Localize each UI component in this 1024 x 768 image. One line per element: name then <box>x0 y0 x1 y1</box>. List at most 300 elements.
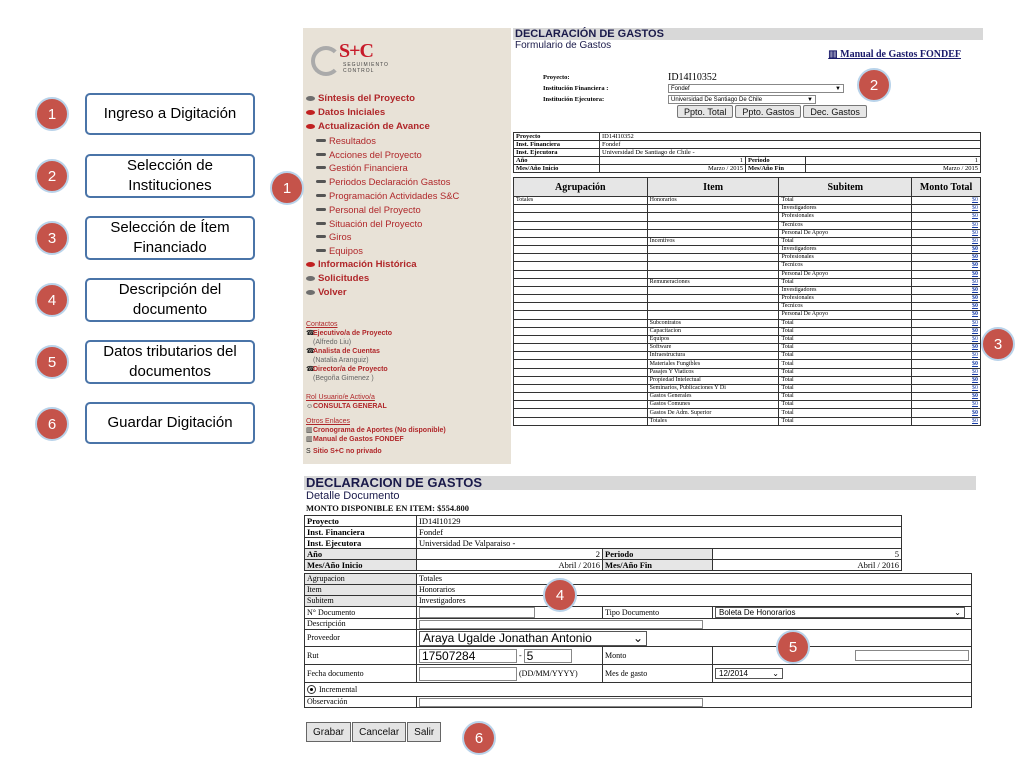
cell: ID14I10352 <box>600 133 981 141</box>
incremental-cell <box>305 683 972 697</box>
table-row <box>514 237 981 245</box>
sidebar-item[interactable] <box>306 216 511 230</box>
cell: Investigadores <box>779 205 912 213</box>
table-row <box>514 229 981 237</box>
detalle-documento-screenshot <box>304 476 976 746</box>
obs-label: Observación <box>305 697 417 708</box>
cell <box>647 262 779 270</box>
monto-link[interactable]: $0 <box>912 286 981 294</box>
cell <box>514 352 648 360</box>
manual-link[interactable]: ▥ Manual de Gastos FONDEF <box>828 49 961 60</box>
cell: Infraestructura <box>647 352 779 360</box>
monto-label: Monto <box>603 647 713 665</box>
monto-input[interactable] <box>855 650 969 661</box>
cell: Incentivos <box>647 237 779 245</box>
tipo-label: Tipo Documento <box>603 607 713 619</box>
sidebar-item-label: Giros <box>329 231 352 243</box>
exec-label[interactable]: Ejecutivo/a de Proyecto <box>313 330 392 337</box>
cell <box>647 311 779 319</box>
desc-cell <box>417 619 972 630</box>
cell: Total <box>779 401 912 409</box>
table-row <box>514 278 981 286</box>
ndoc-input[interactable] <box>419 607 535 618</box>
monto-link[interactable]: $0 <box>912 303 981 311</box>
cell <box>647 221 779 229</box>
cell: Subcontratos <box>647 319 779 327</box>
cell: Profesionales <box>779 254 912 262</box>
monto-link[interactable]: $0 <box>912 327 981 335</box>
sidebar-item[interactable] <box>306 189 511 203</box>
link-cronograma[interactable]: Cronograma de Aportes (No disponible) <box>313 427 446 434</box>
observacion-input[interactable] <box>419 698 703 707</box>
prov-cell <box>417 630 972 647</box>
sidebar-item[interactable] <box>306 92 511 106</box>
sidebar-item[interactable] <box>306 230 511 244</box>
col-item: Item <box>647 178 779 197</box>
monto-link[interactable]: $0 <box>912 417 981 425</box>
cell: Total <box>779 393 912 401</box>
sidebar-item[interactable] <box>306 271 511 285</box>
book-icon: ▥ <box>306 427 313 434</box>
marker-5: 5 <box>776 630 810 664</box>
cell <box>514 295 648 303</box>
sidebar <box>303 28 511 464</box>
project-info-table <box>513 132 981 173</box>
monto-link[interactable]: $0 <box>912 237 981 245</box>
ppto-total-button[interactable]: Ppto. Total <box>677 105 733 118</box>
subitem-label: Subitem <box>305 596 417 607</box>
cell: Total <box>779 360 912 368</box>
bullet-icon <box>316 180 326 183</box>
sidebar-item-label: Acciones del Proyecto <box>329 148 422 160</box>
monto-link[interactable]: $0 <box>912 229 981 237</box>
desc-input[interactable] <box>419 620 703 629</box>
dec-gastos-button[interactable]: Dec. Gastos <box>803 105 867 118</box>
monto-link[interactable]: $0 <box>912 360 981 368</box>
cell: Inst. Financiera <box>514 141 600 149</box>
sidebar-item[interactable] <box>306 106 511 120</box>
cell: Universidad De Santiago de Chile - <box>600 149 981 157</box>
sidebar-item-label: Programación Actividades S&C <box>329 189 460 201</box>
cell <box>514 327 648 335</box>
chevron-down-icon: ▼ <box>807 96 813 103</box>
sidebar-item-label: Equipos <box>329 245 363 257</box>
director-name: (Begoña Gimenez ) <box>313 375 374 382</box>
table-row <box>514 246 981 254</box>
table-row <box>514 295 981 303</box>
grabar-button[interactable]: Grabar <box>306 722 351 742</box>
table-row <box>514 384 981 392</box>
step-5-label: Datos tributarios del documentos <box>85 340 255 384</box>
book-icon: ▥ <box>306 436 313 443</box>
sidebar-item[interactable] <box>306 202 511 216</box>
monto-link[interactable]: $0 <box>912 311 981 319</box>
cell <box>514 237 648 245</box>
budget-buttons <box>677 105 867 118</box>
sidebar-item-label: Datos Iniciales <box>318 107 386 119</box>
cell: Gastos Comunes <box>647 401 779 409</box>
analyst-name: (Natalia Aranguiz) <box>313 357 369 364</box>
incremental-label: Incremental <box>319 684 358 694</box>
cell: 1 <box>600 157 746 165</box>
table-row <box>514 262 981 270</box>
step-3-number: 3 <box>35 221 69 255</box>
cell <box>514 205 648 213</box>
table-row <box>514 254 981 262</box>
cell: Total <box>779 368 912 376</box>
cell: Total <box>779 344 912 352</box>
top-main <box>513 28 983 464</box>
bullet-icon <box>316 153 326 156</box>
fecha-label: Fecha documento <box>305 665 417 683</box>
cell: Totales <box>647 417 779 425</box>
tipo-cell <box>713 607 972 619</box>
cell: Mes/Año Inicio <box>305 560 417 571</box>
cell: Marzo / 2015 <box>600 165 746 173</box>
bullet-icon <box>306 290 315 295</box>
bullet-icon <box>306 96 315 101</box>
bullet-icon <box>316 194 326 197</box>
sidebar-item[interactable] <box>306 161 511 175</box>
cell: Capacitacion <box>647 327 779 335</box>
bullet-icon <box>306 262 315 267</box>
cell: Fondef <box>417 527 902 538</box>
detail-title: DECLARACION DE GASTOS <box>304 476 976 490</box>
monto-link[interactable]: $0 <box>912 409 981 417</box>
cell: Materiales Fungibles <box>647 360 779 368</box>
table-row <box>514 393 981 401</box>
cell <box>647 270 779 278</box>
cell: Profesionales <box>779 213 912 221</box>
step-6-label: Guardar Digitación <box>85 402 255 444</box>
cell: Profesionales <box>779 295 912 303</box>
sidebar-item[interactable] <box>306 244 511 258</box>
monto-link[interactable]: $0 <box>912 319 981 327</box>
action-buttons <box>306 722 441 742</box>
sidebar-item-label: Solicitudes <box>318 272 370 284</box>
cell: 1 <box>806 157 981 165</box>
proyecto-value: ID14I10352 <box>668 72 717 83</box>
sidebar-nav <box>306 92 511 299</box>
cell: Pasajes Y Viaticos <box>647 368 779 376</box>
cell <box>514 286 648 294</box>
cell <box>514 270 648 278</box>
logo-subtext: SEGUIMIENTO CONTROL <box>343 62 389 74</box>
sidebar-item[interactable] <box>306 133 511 147</box>
cell: ID14I10129 <box>417 516 902 527</box>
table-row <box>514 360 981 368</box>
cell: Tecnicos <box>779 303 912 311</box>
cell: Proyecto <box>514 133 600 141</box>
monto-cell <box>713 647 972 665</box>
rut-dv-input[interactable]: 5 <box>524 649 572 663</box>
col-monto-total: Monto Total <box>912 178 981 197</box>
sidebar-item-label: Síntesis del Proyecto <box>318 93 416 105</box>
cell <box>514 221 648 229</box>
sidebar-item-label: Información Histórica <box>318 258 417 270</box>
salir-button[interactable]: Salir <box>407 722 441 742</box>
cell: Personal De Apoyo <box>779 270 912 278</box>
detail-info-table <box>304 515 902 571</box>
sidebar-item[interactable] <box>306 285 511 299</box>
other-links-title[interactable]: Otros Enlaces <box>306 418 350 425</box>
step-2-number: 2 <box>35 159 69 193</box>
tipo-select[interactable]: Boleta De Honorarios ⌄ <box>715 607 965 618</box>
proveedor-select[interactable]: Araya Ugalde Jonathan Antonio ⌄ <box>419 631 647 646</box>
bullet-icon <box>306 276 315 281</box>
monto-link[interactable]: $0 <box>912 270 981 278</box>
exec-name: (Alfredo Liu) <box>313 339 352 346</box>
cell: Total <box>779 352 912 360</box>
monto-link[interactable]: $0 <box>912 393 981 401</box>
col-subitem: Subitem <box>779 178 912 197</box>
monto-link[interactable]: $0 <box>912 344 981 352</box>
phone-icon: ☎ <box>306 330 315 337</box>
step-5-number: 5 <box>35 345 69 379</box>
link-manual[interactable]: Manual de Gastos FONDEF <box>313 436 404 443</box>
cell: Total <box>779 417 912 425</box>
cell <box>647 229 779 237</box>
incremental-radio[interactable] <box>307 685 316 694</box>
monto-link[interactable]: $0 <box>912 246 981 254</box>
cell: Seminarios, Publicaciones Y Di <box>647 384 779 392</box>
director-label[interactable]: Director/a de Proyecto <box>313 366 388 373</box>
phone-icon: ☎ <box>306 366 315 373</box>
fecha-cell <box>417 665 603 683</box>
monto-link[interactable]: $0 <box>912 295 981 303</box>
agrupacion-value: Totales <box>417 574 972 585</box>
role-value: CONSULTA GENERAL <box>313 403 387 410</box>
table-row <box>514 213 981 221</box>
cell <box>647 295 779 303</box>
cell: Investigadores <box>779 246 912 254</box>
monto-link[interactable]: $0 <box>912 213 981 221</box>
monto-link[interactable]: $0 <box>912 376 981 384</box>
table-row <box>514 286 981 294</box>
monto-link[interactable]: $0 <box>912 205 981 213</box>
cell <box>514 368 648 376</box>
cell <box>514 409 648 417</box>
sidebar-item-label: Resultados <box>329 134 376 146</box>
marker-3: 3 <box>981 327 1015 361</box>
table-row <box>514 270 981 278</box>
mes-gasto-select[interactable]: 12/2014 ⌄ <box>715 668 783 679</box>
cell: Fondef <box>600 141 981 149</box>
cell: Software <box>647 344 779 352</box>
cell <box>514 262 648 270</box>
monto-link[interactable]: $0 <box>912 278 981 286</box>
cell <box>514 246 648 254</box>
cell <box>514 303 648 311</box>
cell: Gastos Generales <box>647 393 779 401</box>
cell: Equipos <box>647 335 779 343</box>
monto-link[interactable]: $0 <box>912 262 981 270</box>
table-row <box>514 327 981 335</box>
bullet-icon <box>306 110 315 115</box>
ejec-select[interactable]: Universidad De Santiago De Chile ▼ <box>668 95 816 104</box>
table-row <box>514 221 981 229</box>
sidebar-item-label: Situación del Proyecto <box>329 217 423 229</box>
sidebar-item[interactable] <box>306 120 511 134</box>
cell <box>647 205 779 213</box>
contacts-title[interactable]: Contactos <box>306 321 338 328</box>
table-row <box>514 368 981 376</box>
table-row <box>514 376 981 384</box>
cell <box>514 278 648 286</box>
page-title: DECLARACIÓN DE GASTOS <box>513 28 983 40</box>
cell <box>514 376 648 384</box>
cell: Universidad De Valparaiso - <box>417 538 902 549</box>
monto-link[interactable]: $0 <box>912 254 981 262</box>
book-icon: ▥ <box>828 49 841 60</box>
chevron-down-icon: ⌄ <box>632 631 643 645</box>
step-3-label: Selección de Ítem Financiado <box>85 216 255 260</box>
rut-input[interactable]: 17507284 <box>419 649 517 663</box>
cell: Gastos De Adm. Superior <box>647 409 779 417</box>
cell: Total <box>779 278 912 286</box>
cell: Total <box>779 197 912 205</box>
cell <box>514 319 648 327</box>
sidebar-item-label: Actualización de Avance <box>318 120 430 132</box>
cell: Total <box>779 319 912 327</box>
role-title[interactable]: Rol Usuario/e Activo/a <box>306 394 375 401</box>
cell: Mes/Año Fin <box>603 560 713 571</box>
fin-label: Institución Financiera : <box>543 85 609 92</box>
cell <box>647 213 779 221</box>
cell: Año <box>514 157 600 165</box>
monto-disponible: MONTO DISPONIBLE EN ITEM: $554.800 <box>306 503 470 513</box>
sidebar-item-label: Volver <box>318 286 347 298</box>
cell: Periodo <box>603 549 713 560</box>
cell: 5 <box>713 549 902 560</box>
marker-6: 6 <box>462 721 496 755</box>
step-4-label: Descripción del documento <box>85 278 255 322</box>
cell: Total <box>779 409 912 417</box>
cell: Total <box>779 327 912 335</box>
cell <box>514 384 648 392</box>
table-row <box>514 401 981 409</box>
fin-select[interactable]: Fondef ▼ <box>668 84 844 93</box>
cell <box>514 311 648 319</box>
ndoc-label: N° Documento <box>305 607 417 619</box>
link-sitio[interactable]: Sitio S+C no privado <box>313 448 382 455</box>
fecha-input[interactable] <box>419 667 517 681</box>
item-label: Item <box>305 585 417 596</box>
cell: Inst. Financiera <box>305 527 417 538</box>
cell: Total <box>779 376 912 384</box>
cell: Proyecto <box>305 516 417 527</box>
bullet-icon <box>316 139 326 142</box>
marker-1: 1 <box>270 171 304 205</box>
cell <box>514 401 648 409</box>
cancelar-button[interactable]: Cancelar <box>352 722 406 742</box>
sidebar-item[interactable] <box>306 175 511 189</box>
bullet-icon <box>316 208 326 211</box>
sc-icon: S <box>306 448 311 455</box>
marker-4: 4 <box>543 578 577 612</box>
cell: Tecnicos <box>779 262 912 270</box>
marker-2: 2 <box>857 68 891 102</box>
fecha-hint: (DD/MM/YYYY) <box>519 668 578 678</box>
table-row <box>514 335 981 343</box>
logo-text: S+C <box>339 40 373 62</box>
bullet-icon <box>316 249 326 252</box>
table-row <box>514 197 981 205</box>
monto-link[interactable]: $0 <box>912 221 981 229</box>
cell: 2 <box>417 549 603 560</box>
mes-gasto-label: Mes de gasto <box>603 665 713 683</box>
logo <box>309 38 395 82</box>
cell <box>647 303 779 311</box>
institution-form <box>543 72 844 105</box>
logo-swirl-icon <box>311 46 341 76</box>
obs-cell <box>417 697 972 708</box>
step-1-label: Ingreso a Digitación <box>85 93 255 135</box>
detail-subtitle: Detalle Documento <box>306 490 400 502</box>
sidebar-item[interactable] <box>306 258 511 272</box>
cell: Tecnicos <box>779 221 912 229</box>
cell: Inst. Ejecutora <box>514 149 600 157</box>
monto-link[interactable]: $0 <box>912 401 981 409</box>
ejec-label: Institución Ejecutora: <box>543 96 605 103</box>
sidebar-item[interactable] <box>306 147 511 161</box>
table-row <box>514 352 981 360</box>
agrupacion-label: Agrupacion <box>305 574 417 585</box>
step-1-number: 1 <box>35 97 69 131</box>
cell: Total <box>779 384 912 392</box>
cell <box>514 254 648 262</box>
monto-link[interactable]: $0 <box>912 384 981 392</box>
bullet-icon <box>316 166 326 169</box>
mes-gasto-cell <box>713 665 972 683</box>
monto-link[interactable]: $0 <box>912 368 981 376</box>
cell: Totales <box>514 197 648 205</box>
sidebar-item-label: Gestión Financiera <box>329 162 408 174</box>
step-2-label: Selección de Instituciones <box>85 154 255 198</box>
monto-link[interactable]: $0 <box>912 197 981 205</box>
ppto-gastos-button[interactable]: Ppto. Gastos <box>735 105 801 118</box>
sidebar-item-label: Periodos Declaración Gastos <box>329 176 451 188</box>
sidebar-item-label: Personal del Proyecto <box>329 203 421 215</box>
table-row <box>514 303 981 311</box>
bullet-icon <box>316 235 326 238</box>
cell: Año <box>305 549 417 560</box>
subitem-value: Investigadores <box>417 596 972 607</box>
table-row <box>514 409 981 417</box>
cell <box>514 344 648 352</box>
ndoc-cell <box>417 607 603 619</box>
chevron-down-icon: ⌄ <box>772 669 779 678</box>
cell: Abril / 2016 <box>713 560 902 571</box>
cell: Remuneraciones <box>647 278 779 286</box>
monto-link[interactable]: $0 <box>912 335 981 343</box>
cell: Periodo <box>746 157 806 165</box>
monto-link[interactable]: $0 <box>912 352 981 360</box>
desc-label: Descripción <box>305 619 417 630</box>
cell <box>514 229 648 237</box>
cell: Marzo / 2015 <box>806 165 981 173</box>
bullet-icon <box>316 222 326 225</box>
cell: Inst. Ejecutora <box>305 538 417 549</box>
cell <box>514 417 648 425</box>
item-value: Honorarios <box>417 585 972 596</box>
cell: Mes/Año Fin <box>746 165 806 173</box>
prov-label: Proveedor <box>305 630 417 647</box>
cell <box>514 335 648 343</box>
analyst-label[interactable]: Analista de Cuentas <box>313 348 380 355</box>
contacts-block <box>306 320 511 456</box>
user-icon: ☺ <box>306 403 314 410</box>
